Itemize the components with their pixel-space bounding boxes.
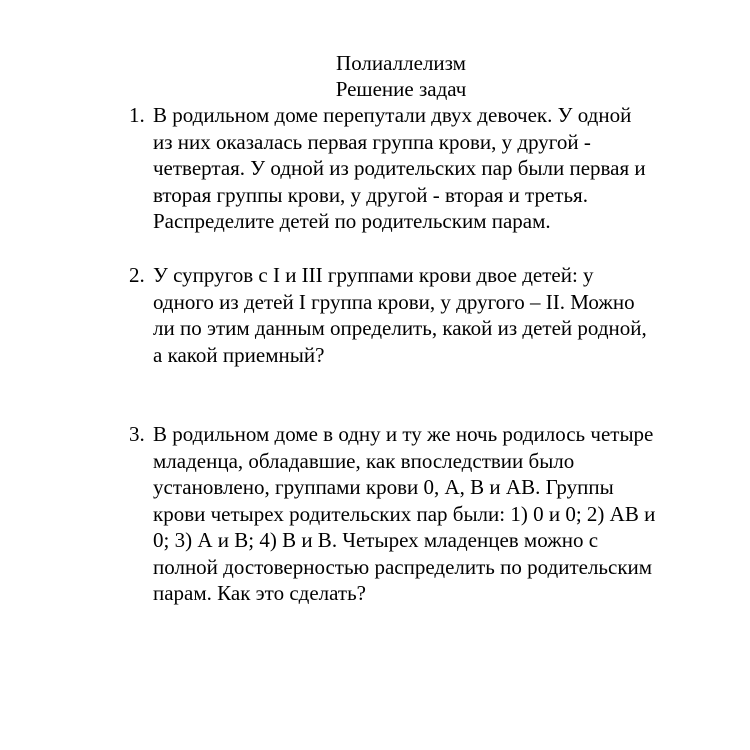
task-number: 1. <box>129 103 145 127</box>
task-number: 3. <box>129 422 145 446</box>
task-line: 0; 3) А и В; 4) В и В. Четырех младенцев можно с <box>153 528 599 552</box>
title-topic: Полиаллелизм <box>336 51 466 75</box>
task-line: младенца, обладавшие, как впоследствии было <box>153 448 575 473</box>
task-line: В родильном доме перепутали двух девочек. У одной <box>153 103 632 127</box>
task-line: парам. Как это сделать? <box>153 581 366 605</box>
task-line: установлено, группами крови 0, А, В и АВ. Группы <box>153 475 614 499</box>
task-text <box>153 262 709 368</box>
task-item-3 <box>129 421 709 607</box>
task-line: из них оказалась первая группа крови, у другой - <box>153 129 591 154</box>
task-line: ли по этим данным определить, какой из детей родной, <box>153 316 647 340</box>
title-subtitle: Решение задач <box>335 77 467 101</box>
document-title <box>0 50 750 102</box>
task-line: У супругов с I и III группами крови двое детей: у <box>153 263 594 287</box>
task-line: вторая группы крови, у другой - вторая и третья. <box>153 182 588 207</box>
task-item-1 <box>129 102 709 235</box>
task-line: Распределите детей по родительским парам. <box>153 209 551 233</box>
task-line: одного из детей I группа крови, у другого – II. Можно <box>153 289 635 314</box>
task-line: четвертая. У одной из родительских пар были первая и <box>153 156 646 180</box>
task-text <box>153 421 709 607</box>
task-line: крови четырех родительских пар были: 1) 0 и 0; 2) АВ и <box>153 501 656 526</box>
task-line: полной достоверностью распределить по родительским <box>153 554 653 579</box>
task-number: 2. <box>129 263 145 287</box>
task-item-2 <box>129 262 709 368</box>
task-line: В родильном доме в одну и ту же ночь родилось четыре <box>153 422 654 446</box>
task-line: а какой приемный? <box>153 342 325 367</box>
task-text <box>153 102 709 235</box>
